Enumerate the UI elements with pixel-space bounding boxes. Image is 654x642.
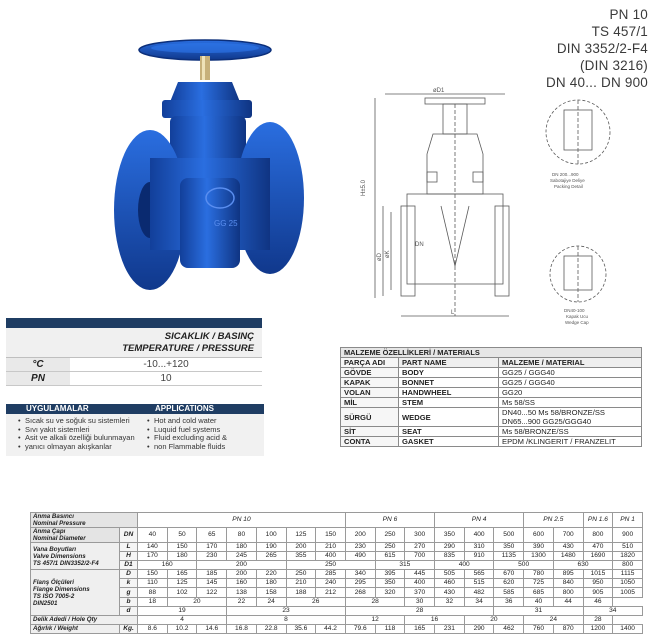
dim-cell: 32: [435, 597, 465, 606]
dim-cell: 1200: [583, 624, 613, 633]
materials-row: [341, 378, 642, 388]
dim-cell: 30: [405, 597, 435, 606]
dim-cell: 620: [494, 579, 524, 588]
materials-row: [341, 427, 642, 437]
application-item: • Fluid excluding acid &: [147, 434, 264, 443]
dim-pn-group: PN 6: [345, 513, 434, 528]
wedge-cap-label-2: Kapak Ucu: [566, 314, 589, 319]
materials-caption: MALZEME ÖZELLİKLERİ / MATERIALS: [341, 348, 642, 358]
dim-cell: 125: [167, 579, 197, 588]
dim-cell: 230: [197, 552, 227, 561]
dim-dn-value: 80: [227, 528, 257, 543]
dim-cell: 140: [138, 543, 168, 552]
material-value: GG25 / GGG40: [499, 368, 642, 378]
dim-cell: 430: [435, 588, 465, 597]
dim-cell: 670: [494, 570, 524, 579]
materials-table: [340, 347, 642, 447]
pt-header-band: [6, 318, 262, 328]
dim-cell: 585: [494, 588, 524, 597]
material-part-tr: SÜRGÜ: [341, 408, 399, 427]
dim-cell: 230: [345, 543, 375, 552]
dim-cell: 145: [197, 579, 227, 588]
packing-detail-label-2: Sabotajiye Deliye: [550, 178, 585, 183]
dim-dn-value: 125: [286, 528, 316, 543]
dim-cell: 565: [464, 570, 494, 579]
applications-list-tr: [6, 417, 135, 451]
standard-ts: TS 457/1: [591, 24, 648, 39]
d-label: øD: [377, 253, 383, 261]
dim-cell: 290: [435, 543, 465, 552]
pt-header-en: TEMPERATURE / PRESSURE: [122, 343, 254, 354]
dim-cell: 1300: [524, 552, 554, 561]
application-item: • Sıvı yakıt sistemleri: [18, 426, 135, 435]
applications-title-tr: UYGULAMALAR: [26, 404, 89, 413]
application-item: • Hot and cold water: [147, 417, 264, 426]
dim-dn-value: 200: [345, 528, 375, 543]
dim-cell: 245: [227, 552, 257, 561]
dim-cell: 8: [227, 615, 346, 624]
dim-dn-value: 600: [524, 528, 554, 543]
application-item-cont: • non Flammable fluids: [147, 443, 264, 452]
standard-din-alt: (DIN 3216): [579, 58, 648, 73]
dim-cell: 12: [345, 615, 404, 624]
dim-row-label: Flanş Ölçüleri Flange Dimensions TS ISO 7005-2 DIN2501: [31, 570, 120, 615]
dim-cell: 395: [375, 570, 405, 579]
dim-cell: 10.2: [167, 624, 197, 633]
dim-cell: 34: [583, 606, 642, 615]
dim-cell: 615: [375, 552, 405, 561]
material-value: Ms 58/SS: [499, 398, 642, 408]
dim-cell: 1690: [583, 552, 613, 561]
dim-cell: 350: [494, 543, 524, 552]
dim-symbol: Kg.: [120, 624, 138, 633]
dim-cell: 79.6: [345, 624, 375, 633]
dim-row-label: Ağırlık / Weight: [31, 624, 120, 633]
dim-cell: 16.8: [227, 624, 257, 633]
dim-cell: 220: [256, 570, 286, 579]
dim-cell: 1480: [553, 552, 583, 561]
materials-row: [341, 368, 642, 378]
temperature-pressure-box: [6, 318, 262, 386]
dim-cell: 22: [227, 597, 257, 606]
dim-cell: 180: [167, 552, 197, 561]
dim-dn-value: 900: [613, 528, 643, 543]
applications-list-en: [135, 417, 264, 451]
material-value: GG20: [499, 388, 642, 398]
gate-valve-image: [110, 38, 310, 300]
dim-cell: 780: [524, 570, 554, 579]
material-part-en: HANDWHEEL: [399, 388, 499, 398]
dim-cell: 24: [524, 615, 583, 624]
dim-cell: 250: [286, 570, 316, 579]
dim-cell: 500: [494, 561, 553, 570]
standard-din: DIN 3352/2-F4: [556, 41, 648, 56]
dim-cell: 18: [138, 597, 168, 606]
dim-cell: 170: [197, 543, 227, 552]
dim-cell: 350: [375, 579, 405, 588]
materials-row: [341, 398, 642, 408]
materials-header-material: MALZEME / MATERIAL: [499, 358, 642, 368]
dimensions-table: [30, 512, 643, 634]
dim-cell: 1005: [613, 588, 643, 597]
dim-row-label: Anma Çapı Nominal Diameter: [31, 528, 120, 543]
dim-row-weight: [31, 624, 643, 633]
dim-cell: 1820: [613, 552, 643, 561]
dim-cell: 315: [375, 561, 434, 570]
dim-cell: 200: [197, 561, 286, 570]
application-item: • Sıcak su ve soğuk su sistemleri: [18, 417, 135, 426]
dim-cell: 231: [435, 624, 465, 633]
dim-dn-value: 250: [375, 528, 405, 543]
dim-dn-value: 700: [553, 528, 583, 543]
materials-header-part-tr: PARÇA ADI: [341, 358, 399, 368]
material-part-tr: KAPAK: [341, 378, 399, 388]
material-part-en: GASKET: [399, 437, 499, 447]
dim-symbol: g: [120, 588, 138, 597]
dim-cell: 400: [405, 579, 435, 588]
dim-cell: 470: [583, 543, 613, 552]
dim-row-d: [31, 606, 643, 615]
dim-symbol: D1: [120, 561, 138, 570]
material-part-en: BODY: [399, 368, 499, 378]
material-part-en: SEAT: [399, 427, 499, 437]
material-value: DN40...50 Ms 58/BRONZE/SS DN65...900 GG25/GGG40: [499, 408, 642, 427]
application-item: • Asit ve alkali özelliği bulunmayan: [18, 434, 135, 443]
dim-row-label: Vana Boyutları Valve Dimensions TS 457/1 DIN3352/2-F4: [31, 543, 120, 570]
dim-cell: 46: [583, 597, 613, 606]
dim-cell: 800: [613, 561, 643, 570]
pt-key: PN: [6, 372, 70, 385]
dim-row-label: Anma Basıncı Nominal Pressure: [31, 513, 138, 528]
dim-cell: 505: [435, 570, 465, 579]
dim-cell: 28: [583, 615, 613, 624]
dim-row-label: Delik Adedi / Hole Qty: [31, 615, 138, 624]
dim-cell: 1135: [494, 552, 524, 561]
dim-cell: 160: [138, 561, 197, 570]
dim-cell: 1115: [613, 570, 643, 579]
material-value: GG25 / GGG40: [499, 378, 642, 388]
dim-cell: 138: [227, 588, 257, 597]
dim-pn-group: PN 1.6: [583, 513, 613, 528]
dim-cell: 400: [435, 561, 494, 570]
dim-dn-value: 50: [167, 528, 197, 543]
dim-cell: 24: [256, 597, 286, 606]
dim-cell: 340: [345, 570, 375, 579]
packing-detail-drawing: [538, 96, 618, 196]
dim-cell: 188: [286, 588, 316, 597]
dim-cell: 200: [286, 543, 316, 552]
dim-cell: 110: [138, 579, 168, 588]
dim-cell: 490: [345, 552, 375, 561]
dim-cell: 270: [405, 543, 435, 552]
material-part-tr: GÖVDE: [341, 368, 399, 378]
pt-value: -10...+120: [143, 359, 189, 370]
svg-text:GG 25: GG 25: [214, 219, 238, 228]
dim-symbol: b: [120, 597, 138, 606]
dim-cell: 165: [167, 570, 197, 579]
dim-cell: 35.6: [286, 624, 316, 633]
dim-pn-group: PN 1: [613, 513, 643, 528]
dim-symbol: H: [120, 552, 138, 561]
dim-dn-value: 150: [316, 528, 346, 543]
dim-dn-row: [31, 528, 643, 543]
dim-pn-row: [31, 513, 643, 528]
dim-symbol: L: [120, 543, 138, 552]
application-item-cont: • yanıcı olmayan akışkanlar: [18, 443, 135, 452]
dim-cell: 180: [227, 543, 257, 552]
dim-cell: 760: [524, 624, 554, 633]
dim-dn-value: 800: [583, 528, 613, 543]
dim-cell: 1050: [613, 579, 643, 588]
dim-cell: 310: [464, 543, 494, 552]
dim-cell: 725: [524, 579, 554, 588]
wedge-cap-label-1: DN40-100: [564, 308, 585, 313]
dim-cell: 4: [138, 615, 227, 624]
dim-cell: 212: [316, 588, 346, 597]
dim-cell: 150: [138, 570, 168, 579]
dimensions-rows: [31, 513, 643, 634]
dim-cell: 165: [405, 624, 435, 633]
dim-cell: 28: [345, 597, 404, 606]
dim-cell: 482: [464, 588, 494, 597]
dim-cell: 102: [167, 588, 197, 597]
dim-cell: 630: [553, 561, 612, 570]
dim-cell: 36: [494, 597, 524, 606]
dim-cell: 150: [167, 543, 197, 552]
dim-cell: 895: [553, 570, 583, 579]
materials-row: [341, 408, 642, 427]
material-value: Ms 58/BRONZE/SS: [499, 427, 642, 437]
dim-cell: 23: [227, 606, 346, 615]
dim-symbol: DN: [120, 528, 138, 543]
dim-pn-group: PN 10: [138, 513, 346, 528]
technical-drawing: [345, 86, 515, 326]
materials-row: [341, 437, 642, 447]
dim-symbol: D: [120, 570, 138, 579]
dim-cell: 950: [583, 579, 613, 588]
dim-cell: 8.6: [138, 624, 168, 633]
pt-row-temperature: [6, 358, 262, 372]
dim-cell: 26: [286, 597, 345, 606]
material-part-tr: VOLAN: [341, 388, 399, 398]
pt-key: °C: [6, 358, 70, 371]
pt-header: [6, 328, 262, 358]
dim-cell: 515: [464, 579, 494, 588]
dim-cell: 320: [375, 588, 405, 597]
dim-cell: 210: [286, 579, 316, 588]
dim-dn-value: 65: [197, 528, 227, 543]
dim-cell: 250: [286, 561, 375, 570]
dim-cell: 16: [405, 615, 464, 624]
dim-dn-value: 100: [256, 528, 286, 543]
dim-cell: 295: [345, 579, 375, 588]
dim-cell: 180: [256, 579, 286, 588]
dim-cell: 31: [494, 606, 583, 615]
dim-cell: 1400: [613, 624, 643, 633]
materials-header-part-en: PART NAME: [399, 358, 499, 368]
wedge-cap-label-3: Wedge Cap: [565, 320, 589, 325]
material-part-en: WEDGE: [399, 408, 499, 427]
material-part-en: STEM: [399, 398, 499, 408]
pt-header-tr: SICAKLIK / BASINÇ: [164, 331, 254, 342]
dim-dn-value: 300: [405, 528, 435, 543]
pt-value: 10: [160, 373, 172, 384]
material-part-tr: MİL: [341, 398, 399, 408]
dim-cell: 118: [375, 624, 405, 633]
dim-cell: 390: [524, 543, 554, 552]
applications-box: [6, 404, 264, 456]
dim-cell: 400: [316, 552, 346, 561]
dim-cell: 870: [553, 624, 583, 633]
material-value: EPDM /KLINGERIT / FRANZELIT: [499, 437, 642, 447]
material-part-tr: CONTA: [341, 437, 399, 447]
l-label: L: [451, 310, 455, 316]
dim-cell: 240: [316, 579, 346, 588]
material-part-en: BONNET: [399, 378, 499, 388]
dim-row-l: [31, 543, 643, 552]
dim-cell: 158: [256, 588, 286, 597]
dim-row-bolts: [31, 615, 643, 624]
dim-cell: 185: [197, 570, 227, 579]
dim-dn-value: 350: [435, 528, 465, 543]
standard-pn: PN 10: [609, 7, 648, 22]
dim-dn-value: 40: [138, 528, 168, 543]
dim-row-k: [31, 579, 643, 588]
dim-cell: 800: [553, 588, 583, 597]
dim-cell: 20: [464, 615, 523, 624]
dim-cell: 22.8: [256, 624, 286, 633]
dim-cell: 265: [256, 552, 286, 561]
dim-cell: 210: [316, 543, 346, 552]
dim-cell: 840: [553, 579, 583, 588]
dim-cell: 20: [167, 597, 226, 606]
dim-cell: 190: [256, 543, 286, 552]
dim-symbol: k: [120, 579, 138, 588]
pt-row-pressure: [6, 372, 262, 386]
dim-dn-value: 500: [494, 528, 524, 543]
dim-dn-value: 400: [464, 528, 494, 543]
dim-cell: 200: [227, 570, 257, 579]
dim-cell: 160: [227, 579, 257, 588]
dim-cell: 835: [435, 552, 465, 561]
dim-row-g: [31, 588, 643, 597]
dim-cell: 88: [138, 588, 168, 597]
material-part-tr: SİT: [341, 427, 399, 437]
dim-cell: 905: [583, 588, 613, 597]
dim-cell: 685: [524, 588, 554, 597]
dim-cell: 510: [613, 543, 643, 552]
dim-cell: 285: [316, 570, 346, 579]
k-label: øK: [385, 250, 391, 258]
dim-cell: 268: [345, 588, 375, 597]
dim-pn-group: PN 2.5: [524, 513, 583, 528]
applications-title-en: APPLICATIONS: [155, 404, 214, 413]
dim-row-b: [31, 597, 643, 606]
dim-cell: 700: [405, 552, 435, 561]
dim-cell: 910: [464, 552, 494, 561]
dim-cell: 250: [375, 543, 405, 552]
dim-cell: 355: [286, 552, 316, 561]
materials-rows: [341, 368, 642, 447]
dim-row-d1: [31, 561, 643, 570]
dim-cell: 28: [345, 606, 494, 615]
dim-cell: 462: [494, 624, 524, 633]
dim-cell: 44.2: [316, 624, 346, 633]
dim-cell: 122: [197, 588, 227, 597]
dim-cell: 460: [435, 579, 465, 588]
dim-cell: 40: [524, 597, 554, 606]
standards-block: [546, 6, 648, 91]
dim-pn-group: PN 4: [435, 513, 524, 528]
application-item: • Luquid fuel systems: [147, 426, 264, 435]
dim-cell: 44: [553, 597, 583, 606]
packing-detail-label-1: DN 200...900: [552, 172, 579, 177]
dim-row-h: [31, 552, 643, 561]
dim-cell: 370: [405, 588, 435, 597]
dim-cell: 170: [138, 552, 168, 561]
wedge-cap-drawing: [538, 244, 618, 328]
dim-symbol: d: [120, 606, 138, 615]
dim-cell: 14.6: [197, 624, 227, 633]
dim-cell: 445: [405, 570, 435, 579]
packing-detail-label-3: Packing Detail: [554, 184, 583, 189]
dim-cell: 34: [464, 597, 494, 606]
applications-header: [6, 404, 264, 414]
d1-label: øD1: [433, 88, 445, 94]
dim-cell: 1015: [583, 570, 613, 579]
dim-cell: 19: [138, 606, 227, 615]
dim-cell: 430: [553, 543, 583, 552]
materials-row: [341, 388, 642, 398]
dim-cell: 290: [464, 624, 494, 633]
dn-label: DN: [415, 242, 424, 248]
h-label: H±5.0: [361, 180, 367, 196]
dim-row-d: [31, 570, 643, 579]
standard-dn-range: DN 40... DN 900: [545, 75, 648, 90]
